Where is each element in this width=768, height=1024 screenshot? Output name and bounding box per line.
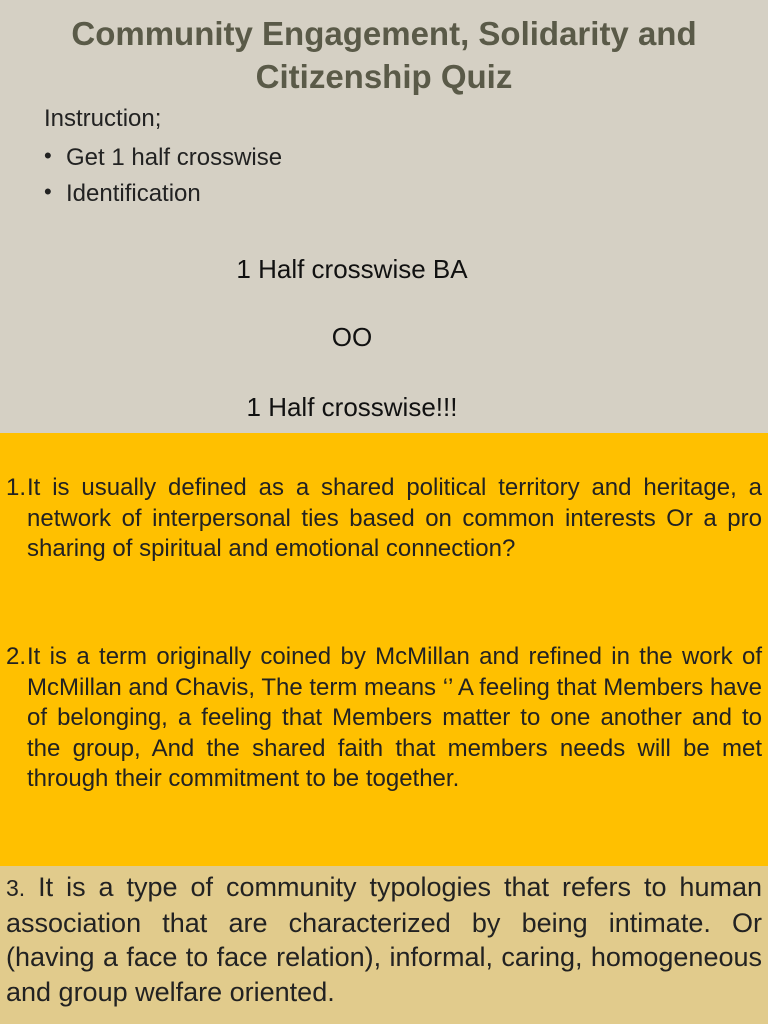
- question-number: 3.: [6, 875, 26, 901]
- instruction-heading: Instruction;: [44, 105, 162, 132]
- question-3: [6, 870, 762, 1009]
- bullet-icon: •: [44, 143, 52, 168]
- instruction-list: [44, 140, 282, 212]
- question-3-section: [0, 866, 768, 1024]
- question-text: It is usually defined as a shared political territory and heritage, a network of interpersonal ties based on common interests Or a pro sharing of spiritual and emotional connection?: [27, 474, 762, 563]
- question-text: It is a type of community typologies that refers to human association that are characterized by being intimate. Or (having a face to face relation), informal, caring, homogeneous and group welfare oriented.: [6, 872, 762, 1007]
- question-1: [6, 473, 762, 565]
- slide-title: Community Engagement, Solidarity and Citizenship Quiz: [71, 15, 697, 95]
- question-text: It is a term originally coined by McMillan and refined in the work of McMillan and Chavis, The term means ‘’ A feeling that Members have of belonging, a feeling that Members matter to one another and to the group, And the shared faith that members needs will be met through their commitment to be together.: [27, 643, 762, 793]
- instruction-item: [44, 176, 282, 212]
- instruction-item-label: Identification: [66, 180, 201, 207]
- question-2: [6, 642, 762, 795]
- questions-section: [0, 433, 768, 866]
- note-line-3: 1 Half crosswise!!!: [246, 392, 458, 422]
- note-line-1: 1 Half crosswise BA: [236, 254, 468, 284]
- header-section: [0, 0, 768, 433]
- question-number: 1.: [6, 474, 27, 501]
- note-line-2: OO: [331, 322, 373, 352]
- question-number: 2.: [6, 643, 27, 670]
- instruction-item: [44, 140, 282, 176]
- bullet-icon: •: [44, 179, 52, 204]
- instruction-item-label: Get 1 half crosswise: [66, 144, 283, 171]
